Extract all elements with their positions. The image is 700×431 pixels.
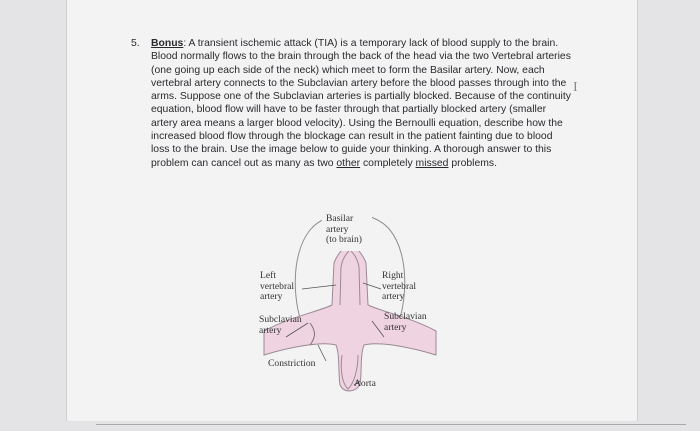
label-left-vertebral xyxy=(260,271,294,303)
label-basilar-line-3: (to brain) xyxy=(326,234,362,245)
label-right-subclavian-line-2: artery xyxy=(384,321,407,333)
label-right-subclavian-line-1: Subclavian xyxy=(384,311,427,322)
label-right-vertebral-line-1: Right xyxy=(382,270,404,281)
leader-constriction xyxy=(318,345,326,361)
label-left-subclavian xyxy=(259,315,302,336)
label-left-vertebral-line-2: vertebral xyxy=(260,280,295,292)
label-right-subclavian xyxy=(384,312,427,333)
bonus-label: Bonus xyxy=(151,38,184,49)
question-text xyxy=(151,37,571,170)
question-5 xyxy=(131,37,571,170)
leader-left-vertebral xyxy=(302,285,336,289)
label-left-subclavian-line-2: artery xyxy=(259,324,282,336)
label-right-vertebral-line-3: artery xyxy=(382,291,405,302)
answer-box-edge xyxy=(96,424,686,425)
label-basilar-line-2: artery xyxy=(326,223,349,235)
label-left-subclavian-line-1: Subclavian xyxy=(259,314,302,325)
question-number: 5. xyxy=(131,38,140,49)
label-left-vertebral-line-3: artery xyxy=(260,291,283,302)
label-basilar-line-1: Basilar xyxy=(326,213,354,224)
question-text-part-3: problems. xyxy=(448,157,497,169)
label-constriction: Constriction xyxy=(268,358,316,369)
label-right-vertebral xyxy=(382,271,416,303)
word-missed: missed xyxy=(415,157,449,169)
question-text-part-1: : A transient ischemic attack (TIA) is a temporary lack of blood supply to the brain. Blood normally flows to the brain through the back of the head via the two Vertebral arteries (one going up each side of the neck) which meet to form the Basilar artery. Now, each vertebral artery connects to the Subclavian artery before the blood passes through into the arms. Suppose one of the Subclavian arteries is partially blocked. Because of the continuity equation, blood flow will have to be faster through that partially blocked artery (smaller artery area means a larger blood velocity). Using the Bernoulli equation, describe how the increased blood flow through the blockage can result in the patient fainting due to blood loss to the brain. Use the image below to guide your thinking. A thorough answer to this problem can cancel out as many as two xyxy=(151,38,571,169)
word-other: other xyxy=(336,157,361,169)
label-aorta: Aorta xyxy=(354,378,376,389)
question-text-part-2: completely xyxy=(360,157,416,169)
label-left-vertebral-line-1: Left xyxy=(260,270,276,281)
label-basilar xyxy=(326,214,362,246)
artery-diagram xyxy=(250,205,450,405)
label-right-vertebral-line-2: vertebral xyxy=(382,280,417,292)
text-cursor-icon: I xyxy=(573,80,578,95)
